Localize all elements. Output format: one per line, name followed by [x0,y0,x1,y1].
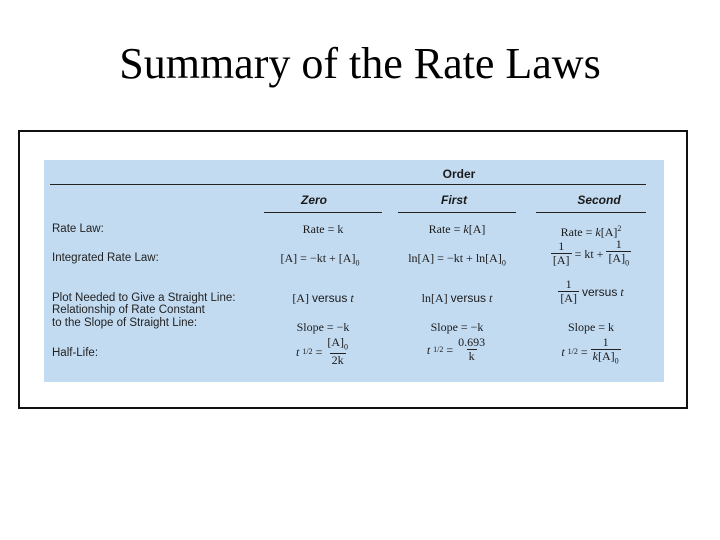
half-life-first: t 1/2 = $\frac{0.693}{k}$ [426,335,486,363]
slope-second: Slope = k [567,320,615,334]
zero-rule [264,212,382,213]
label-plot-needed: Plot Needed to Give a Straight Line: [52,292,236,304]
slope-zero: Slope = −k [296,320,350,334]
figure-frame [18,130,688,409]
slide-title: Summary of the Rate Laws [119,39,601,88]
column-header-zero: Zero [300,193,327,207]
plot-zero: [A] versus t [292,291,354,305]
half-life-zero: t 1/2 = $\frac{[A]_0}{2k}$ [295,335,349,368]
label-rate-law: Rate Law: [52,223,104,235]
column-header-first: First [440,193,467,207]
half-life-second: t 1/2 = $\frac{1}{k[A]_0}$ [561,335,619,366]
column-header-second: Second [577,193,621,207]
rate-laws-table [44,160,664,382]
label-half-life: Half-Life: [52,347,99,359]
slope-first: Slope = −k [430,320,484,334]
label-slope: to the Slope of Straight Line: [52,317,198,329]
header-rule [50,184,646,185]
integrated-first: $\ln[A] = -kt + \ln[A]_0$ [408,251,506,268]
order-header: Order [442,167,476,181]
rate-law-zero: Rate = k [302,222,344,236]
rate-law-second: Rate = $k[A]^2$ [560,224,622,239]
integrated-second: $\frac{1}{[A]}$ = kt + $\frac{1}{[A]_0}$ [552,237,630,268]
second-rule [536,212,646,213]
plot-first: ln[A] versus t [421,291,493,305]
label-integrated-rate-law: Integrated Rate Law: [52,252,159,264]
label-relationship: Relationship of Rate Constant [52,304,205,316]
first-rule [398,212,516,213]
rate-law-first: Rate = k[A] [428,222,486,236]
plot-second: $\frac{1}{[A]}$ versus t [560,277,624,305]
integrated-zero: $[A] = -kt + [A]_0$ [280,251,360,268]
